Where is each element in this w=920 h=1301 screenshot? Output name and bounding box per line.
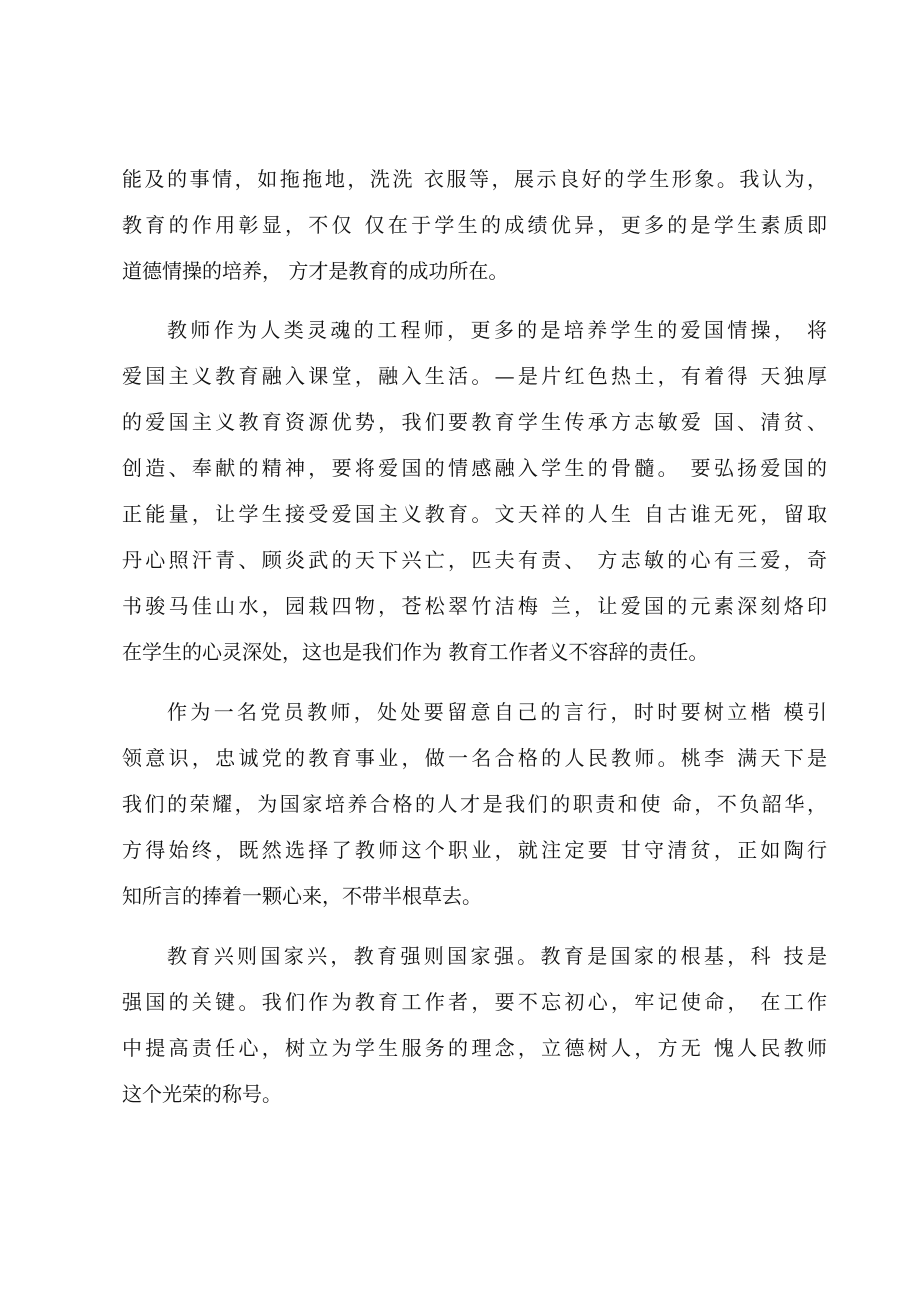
text-line: 我们的荣耀，为国家培养合格的人才是我们的职责和使 命，不负韶华， — [122, 792, 827, 816]
text-line: 强国的关键。我们作为教育工作者，要不忘初心，牢记使命， 在工作 — [122, 990, 827, 1014]
text-line: 丹心照汗青、顾炎武的天下兴亡，匹夫有责、 方志敏的心有三爱，奇 — [122, 548, 827, 572]
text-line: 这个光荣的称号。 — [122, 1082, 282, 1106]
text-line: 创造、奉献的精神，要将爱国的情感融入学生的骨髓。 要弘扬爱国的 — [122, 456, 827, 480]
text-line: 中提高责任心，树立为学生服务的理念，立德树人，方无 愧人民教师 — [122, 1036, 827, 1060]
text-line: 方得始终，既然选择了教师这个职业，就注定要 甘守清贫，正如陶行 — [122, 838, 827, 862]
text-line: 书骏马佳山水，园栽四物，苍松翠竹洁梅 兰，让爱国的元素深刻烙印 — [122, 594, 827, 618]
paragraph-first-line: 教师作为人类灵魂的工程师，更多的是培养学生的爱国情操， 将 — [167, 318, 827, 342]
text-line: 爱国主义教育融入课堂，融入生活。—是片红色热土，有着得 天独厚 — [122, 364, 827, 388]
text-line: 正能量，让学生接受爱国主义教育。文天祥的人生 自古谁无死，留取 — [122, 502, 827, 526]
text-line: 领意识，忠诚党的教育事业，做一名合格的人民教师。桃李 满天下是 — [122, 746, 827, 770]
text-line: 的爱国主义教育资源优势，我们要教育学生传承方志敏爱 国、清贫、 — [122, 410, 827, 434]
text-line: 知所言的捧着一颗心来，不带半根草去。 — [122, 884, 482, 908]
text-line: 能及的事情，如拖拖地，洗洗 衣服等，展示良好的学生形象。我认为， — [122, 167, 827, 191]
paragraph-first-line: 教育兴则国家兴，教育强则国家强。教育是国家的根基，科 技是 — [167, 944, 827, 968]
paragraph-first-line: 作为一名党员教师，处处要留意自己的言行，时时要树立楷 模引 — [167, 700, 827, 724]
text-line: 道德情操的培养， 方才是教育的成功所在。 — [122, 259, 509, 283]
text-line: 在学生的心灵深处，这也是我们作为 教育工作者义不容辞的责任。 — [122, 640, 709, 664]
text-line: 教育的作用彰显，不仅 仅在于学生的成绩优异，更多的是学生素质即 — [122, 213, 827, 237]
